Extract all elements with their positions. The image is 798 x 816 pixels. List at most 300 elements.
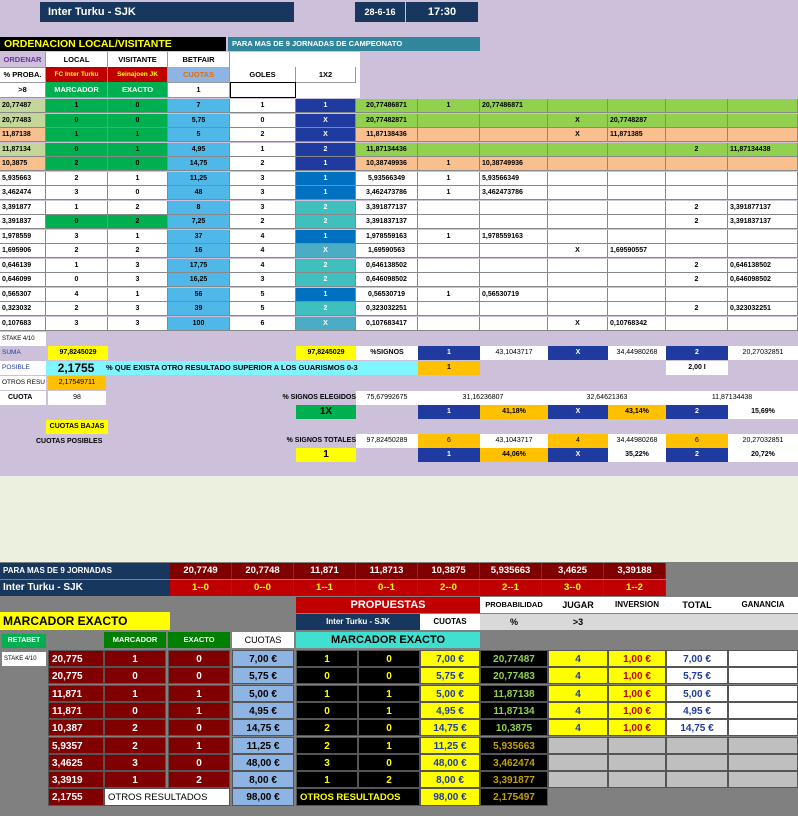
row-sign1: 1 (418, 99, 480, 113)
row-sign1 (418, 201, 480, 215)
top-score: 1--2 (604, 580, 666, 596)
row-local: 2 (46, 157, 108, 171)
row-cuota: 7 (168, 99, 230, 113)
brow-prop-cuota: 48,00 € (420, 754, 480, 771)
elegidos-2: 11,87134438 (666, 391, 798, 405)
row-signx-value (608, 143, 666, 157)
brow-ganancia (728, 754, 798, 771)
row-cuota: 14,75 (168, 157, 230, 171)
row-sign2-value: 11,87134438 (728, 143, 798, 157)
row-sign1 (418, 259, 480, 273)
brow-otros-label: OTROS RESULTADOS (104, 788, 230, 806)
row-sign2-value: 0,323032251 (728, 302, 798, 316)
brow-prop-local: 3 (296, 754, 358, 771)
row-goles: 2 (230, 128, 296, 142)
row-goles: 3 (230, 201, 296, 215)
row-visitante: 0 (108, 157, 168, 171)
propuestas-match: Inter Turku - SJK (296, 614, 420, 630)
brow-inversion: 1,00 € (608, 685, 666, 702)
row-proba: 1,978559 (0, 230, 46, 244)
row-sign2: 2 (666, 201, 728, 215)
row-local: 0 (46, 215, 108, 229)
top-prob-value: 20,7748 (232, 563, 294, 579)
propuestas-cuotas: CUOTAS (420, 614, 480, 630)
row-signx-value (608, 259, 666, 273)
row-sign1-value (480, 302, 548, 316)
brow-jugar (548, 771, 608, 788)
row-sign2-value (728, 99, 798, 113)
row-local: 1 (46, 99, 108, 113)
pct-head: % (480, 614, 548, 630)
row-sign1-value (480, 215, 548, 229)
row-goles: 2 (230, 215, 296, 229)
brow-visitante: 0 (168, 650, 230, 667)
row-local: 0 (46, 143, 108, 157)
row-visitante: 0 (108, 99, 168, 113)
elegidos-1: 31,16236807 (418, 391, 548, 405)
row-sign2-value: 3,391837137 (728, 215, 798, 229)
row-sign1-value (480, 128, 548, 142)
brow-otros-prob2: 2,175497 (480, 788, 548, 806)
row-proba: 11,87138 (0, 128, 46, 142)
row-signx (548, 259, 608, 273)
brow-total: 14,75 € (666, 719, 728, 736)
row-signx-value (608, 288, 666, 302)
row-sign1-value (480, 273, 548, 287)
row-sign1 (418, 302, 480, 316)
propuestas-title: PROPUESTAS (296, 597, 480, 613)
row-signo: X (296, 244, 356, 258)
suma-value-2: 97,8245029 (296, 346, 356, 360)
top-score: 3--0 (542, 580, 604, 596)
row-signo: 1 (296, 288, 356, 302)
row-prob-value: 0,646098502 (356, 273, 418, 287)
row-signo: X (296, 317, 356, 331)
sign-2: 2 (666, 346, 728, 360)
row-signx (548, 99, 608, 113)
row-sign2 (666, 317, 728, 331)
row-prob-value: 20,77486871 (356, 99, 418, 113)
elegidos-total: 75,67992675 (356, 391, 418, 405)
row-local: 3 (46, 230, 108, 244)
row-signx-value: 1,69590557 (608, 244, 666, 258)
brow-ganancia (728, 667, 798, 684)
row-signo: 2 (296, 273, 356, 287)
row-signx: X (548, 114, 608, 128)
row-sign1 (418, 128, 480, 142)
row-cuota: 48 (168, 186, 230, 200)
row-signx (548, 172, 608, 186)
top-score: 2--0 (418, 580, 480, 596)
row-cuota: 4,95 (168, 143, 230, 157)
col-visitante: VISITANTE (108, 52, 168, 68)
row-sign2-value (728, 157, 798, 171)
row-signo: X (296, 114, 356, 128)
row-signx: X (548, 128, 608, 142)
brow-prob: 5,9357 (48, 737, 104, 754)
brow-prop-visitante: 0 (358, 754, 420, 771)
col-proba: % PROBA. (0, 67, 46, 83)
row-sign1: 1 (418, 172, 480, 186)
row-prob-value: 3,462473786 (356, 186, 418, 200)
row-prob-value: 11,87138436 (356, 128, 418, 142)
row-signo: X (296, 128, 356, 142)
row-sign2-value (728, 128, 798, 142)
totales-choice: 1 (296, 448, 356, 462)
brow-otros-cuota: 98,00 € (232, 788, 294, 806)
row-sign2: 2 (666, 215, 728, 229)
bottom-stake: STAKE 4/10 (2, 652, 46, 666)
row-cuota: 100 (168, 317, 230, 331)
row-sign1: 1 (418, 230, 480, 244)
brow-otros-prop-cuota: 98,00 € (420, 788, 480, 806)
brow-local: 1 (104, 771, 166, 788)
row-sign1-value: 20,77486871 (480, 99, 548, 113)
brow-prop-visitante: 0 (358, 667, 420, 684)
row-sign2 (666, 288, 728, 302)
suma-value: 97,8245029 (48, 346, 108, 360)
brow-prob: 20,775 (48, 667, 104, 684)
row-sign1: 1 (418, 288, 480, 302)
head-filler (608, 614, 798, 630)
brow-cuota: 48,00 € (232, 754, 294, 771)
row-proba: 3,391877 (0, 201, 46, 215)
me-title: MARCADOR EXACTO (0, 612, 170, 630)
section-subtitle: PARA MAS DE 9 JORNADAS DE CAMPEONATO (228, 37, 480, 51)
totales-sum: 97,82450289 (356, 434, 418, 448)
row-signx-value (608, 99, 666, 113)
row-cuota: 17,75 (168, 259, 230, 273)
inversion-head: INVERSION (608, 597, 666, 613)
bottom-match: Inter Turku - SJK (0, 580, 170, 596)
jugar-head: JUGAR (548, 597, 608, 613)
row-sign2-value (728, 317, 798, 331)
row-proba: 5,935663 (0, 172, 46, 186)
sign-1: 1 (418, 346, 480, 360)
row-proba: 3,391837 (0, 215, 46, 229)
brow-prop-cuota: 8,00 € (420, 771, 480, 788)
row-cuota: 5 (168, 128, 230, 142)
row-visitante: 1 (108, 230, 168, 244)
brow-ganancia (728, 771, 798, 788)
elegidos-2-sign: 2 (666, 405, 728, 419)
brow-prop-local: 0 (296, 667, 358, 684)
row-local: 2 (46, 302, 108, 316)
brow-prop-cuota: 5,00 € (420, 685, 480, 702)
row-goles: 2 (230, 157, 296, 171)
row-sign1 (418, 215, 480, 229)
row-signo: 1 (296, 186, 356, 200)
row-local: 0 (46, 114, 108, 128)
brow-otros-prop-label: OTROS RESULTADOS (296, 788, 420, 806)
row-prob-value: 3,391837137 (356, 215, 418, 229)
totales-2-sign: 2 (666, 448, 728, 462)
brow-jugar: 4 (548, 667, 608, 684)
row-sign2: 2 (666, 259, 728, 273)
posible-one: 1 (418, 361, 480, 375)
row-sign2: 2 (666, 143, 728, 157)
row-signx-value: 0,10768342 (608, 317, 666, 331)
row-proba: 0,323032 (0, 302, 46, 316)
row-sign1: 1 (418, 157, 480, 171)
row-cuota: 37 (168, 230, 230, 244)
row-visitante: 2 (108, 201, 168, 215)
ordenar-button[interactable]: ORDENAR (0, 52, 46, 68)
row-goles: 3 (230, 186, 296, 200)
row-sign1 (418, 244, 480, 258)
row-signo: 2 (296, 201, 356, 215)
cuota-label: CUOTA (0, 391, 46, 405)
row-cuota: 56 (168, 288, 230, 302)
brow-prob: 10,387 (48, 719, 104, 736)
brow-inversion: 1,00 € (608, 719, 666, 736)
row-sign1-value: 1,978559163 (480, 230, 548, 244)
row-visitante: 2 (108, 215, 168, 229)
row-proba: 20,77487 (0, 99, 46, 113)
brow-probabilidad: 20,77483 (480, 667, 548, 684)
brow-jugar: 4 (548, 650, 608, 667)
team-visitante: Seinajoen JK (108, 67, 168, 83)
top-score: 0--0 (232, 580, 294, 596)
row-local: 0 (46, 273, 108, 287)
row-signx-value: 11,871385 (608, 128, 666, 142)
row-sign2 (666, 99, 728, 113)
totales-x-pct: 35,22% (608, 448, 666, 462)
row-sign1-value: 0,56530719 (480, 288, 548, 302)
row-local: 2 (46, 172, 108, 186)
brow-probabilidad: 5,935663 (480, 737, 548, 754)
row-signx (548, 273, 608, 287)
top-prob-value: 10,3875 (418, 563, 480, 579)
brow-cuota: 4,95 € (232, 702, 294, 719)
row-sign1-value (480, 259, 548, 273)
brow-local: 1 (104, 685, 166, 702)
row-local: 4 (46, 288, 108, 302)
row-sign1 (418, 143, 480, 157)
row-sign2-value (728, 230, 798, 244)
sign-x: X (548, 346, 608, 360)
brow-ganancia (728, 702, 798, 719)
row-prob-value: 20,77482871 (356, 114, 418, 128)
marcador-label: MARCADOR (46, 82, 108, 98)
match-date: 28-6-16 (355, 2, 405, 22)
elegidos-x: 32,64621363 (548, 391, 666, 405)
spacer (0, 476, 798, 562)
brow-cuota: 5,00 € (232, 685, 294, 702)
row-signx (548, 143, 608, 157)
row-signx (548, 288, 608, 302)
brow-jugar: 4 (548, 685, 608, 702)
brow-prop-local: 2 (296, 719, 358, 736)
brow-prop-local: 1 (296, 771, 358, 788)
row-proba: 11,87134 (0, 143, 46, 157)
row-signx (548, 215, 608, 229)
row-signo: 2 (296, 143, 356, 157)
row-goles: 1 (230, 99, 296, 113)
posible-stake: 2,00 I (666, 361, 728, 375)
row-sign2-value (728, 114, 798, 128)
brow-inversion (608, 737, 666, 754)
row-sign2-value (728, 172, 798, 186)
suma-label: SUMA (0, 346, 46, 360)
top-score: 1--0 (170, 580, 232, 596)
brow-local: 0 (104, 702, 166, 719)
row-signx: X (548, 244, 608, 258)
probabilidad-head: PROBABILIDAD (480, 597, 548, 613)
row-cuota: 16,25 (168, 273, 230, 287)
row-signx (548, 186, 608, 200)
row-cuota: 8 (168, 201, 230, 215)
totales-1-pct: 44,06% (480, 448, 548, 462)
cuota-value: 98 (48, 391, 106, 405)
totales-2-count: 6 (666, 434, 728, 448)
brow-probabilidad: 10,3875 (480, 719, 548, 736)
exacto-head: EXACTO (168, 632, 230, 648)
row-cuota: 39 (168, 302, 230, 316)
brow-ganancia (728, 719, 798, 736)
brow-prop-visitante: 0 (358, 719, 420, 736)
totales-1-sign: 1 (418, 448, 480, 462)
row-visitante: 1 (108, 143, 168, 157)
row-sign2-value: 3,391877137 (728, 201, 798, 215)
brow-local: 3 (104, 754, 166, 771)
row-sign2: 2 (666, 273, 728, 287)
brow-prop-local: 1 (296, 650, 358, 667)
brow-probabilidad: 3,462474 (480, 754, 548, 771)
posible-value: 2,1755 (46, 361, 106, 375)
brow-total: 5,75 € (666, 667, 728, 684)
retabet-label: RETABET (2, 634, 46, 648)
row-local: 1 (46, 201, 108, 215)
brow-inversion (608, 771, 666, 788)
row-prob-value: 0,323032251 (356, 302, 418, 316)
brow-prob: 3,3919 (48, 771, 104, 788)
brow-visitante: 0 (168, 667, 230, 684)
row-signx: X (548, 317, 608, 331)
onex-value: 1X (296, 405, 356, 419)
brow-prop-cuota: 11,25 € (420, 737, 480, 754)
brow-prop-cuota: 5,75 € (420, 667, 480, 684)
row-sign2 (666, 172, 728, 186)
row-sign1-value (480, 114, 548, 128)
brow-prob: 20,775 (48, 650, 104, 667)
row-goles: 1 (230, 143, 296, 157)
otros-label: OTROS RESU (0, 376, 46, 390)
top-score: 2--1 (480, 580, 542, 596)
row-sign1-value: 5,93566349 (480, 172, 548, 186)
row-signx-value: 20,7748287 (608, 114, 666, 128)
row-sign1 (418, 317, 480, 331)
row-visitante: 3 (108, 273, 168, 287)
row-proba: 0,107683 (0, 317, 46, 331)
row-signx-value (608, 172, 666, 186)
brow-probabilidad: 20,77487 (480, 650, 548, 667)
row-sign2: 2 (666, 302, 728, 316)
brow-probabilidad: 11,87134 (480, 702, 548, 719)
brow-visitante: 2 (168, 771, 230, 788)
brow-inversion: 1,00 € (608, 650, 666, 667)
col-local: LOCAL (46, 52, 108, 68)
brow-total (666, 771, 728, 788)
row-signo: 1 (296, 157, 356, 171)
row-prob-value: 11,87134436 (356, 143, 418, 157)
row-sign2 (666, 157, 728, 171)
brow-visitante: 0 (168, 719, 230, 736)
row-visitante: 0 (108, 186, 168, 200)
row-prob-value: 1,69590563 (356, 244, 418, 258)
brow-probabilidad: 11,87138 (480, 685, 548, 702)
top-prob-value: 3,39188 (604, 563, 666, 579)
row-proba: 0,646099 (0, 273, 46, 287)
brow-visitante: 1 (168, 702, 230, 719)
brow-jugar: 4 (548, 719, 608, 736)
row-prob-value: 3,391877137 (356, 201, 418, 215)
row-prob-value: 0,646138502 (356, 259, 418, 273)
brow-visitante: 0 (168, 754, 230, 771)
blank-input[interactable] (230, 82, 296, 98)
sign-x-value: 34,44980268 (608, 346, 666, 360)
row-cuota: 7,25 (168, 215, 230, 229)
row-goles: 4 (230, 230, 296, 244)
row-sign2 (666, 230, 728, 244)
one-label: 1 (168, 82, 230, 98)
me-subtitle: MARCADOR EXACTO (296, 632, 480, 648)
totales-1-count: 6 (418, 434, 480, 448)
brow-jugar (548, 737, 608, 754)
cuotas-head: CUOTAS (232, 632, 294, 648)
row-signo: 2 (296, 259, 356, 273)
row-cuota: 5,75 (168, 114, 230, 128)
brow-inversion (608, 754, 666, 771)
row-prob-value: 1,978559163 (356, 230, 418, 244)
otros-value: 2,17549711 (48, 376, 106, 390)
row-local: 3 (46, 186, 108, 200)
row-sign1-value: 3,462473786 (480, 186, 548, 200)
team-local: FC Inter Turku (46, 67, 108, 83)
row-signx-value (608, 201, 666, 215)
col-cuotas: CUOTAS (168, 67, 230, 83)
top-prob-value: 20,7749 (170, 563, 232, 579)
row-prob-value: 0,107683417 (356, 317, 418, 331)
brow-prop-local: 1 (296, 685, 358, 702)
row-signo: 1 (296, 99, 356, 113)
row-goles: 0 (230, 114, 296, 128)
row-proba: 0,646139 (0, 259, 46, 273)
row-prob-value: 10,38749936 (356, 157, 418, 171)
row-proba: 20,77483 (0, 114, 46, 128)
row-visitante: 3 (108, 302, 168, 316)
brow-prop-visitante: 2 (358, 771, 420, 788)
brow-total (666, 737, 728, 754)
brow-total: 7,00 € (666, 650, 728, 667)
row-visitante: 1 (108, 128, 168, 142)
totales-x-sign: X (548, 448, 608, 462)
signos-label: %SIGNOS (356, 346, 418, 360)
row-sign1-value (480, 317, 548, 331)
brow-prop-local: 0 (296, 702, 358, 719)
row-signx-value (608, 215, 666, 229)
brow-prop-cuota: 14,75 € (420, 719, 480, 736)
section-title: ORDENACION LOCAL/VISITANTE (0, 37, 226, 51)
row-goles: 3 (230, 172, 296, 186)
row-sign2-value (728, 244, 798, 258)
row-sign2-value (728, 186, 798, 200)
row-signx-value (608, 230, 666, 244)
brow-prob: 11,871 (48, 702, 104, 719)
brow-local: 2 (104, 719, 166, 736)
row-proba: 10,3875 (0, 157, 46, 171)
brow-inversion: 1,00 € (608, 667, 666, 684)
